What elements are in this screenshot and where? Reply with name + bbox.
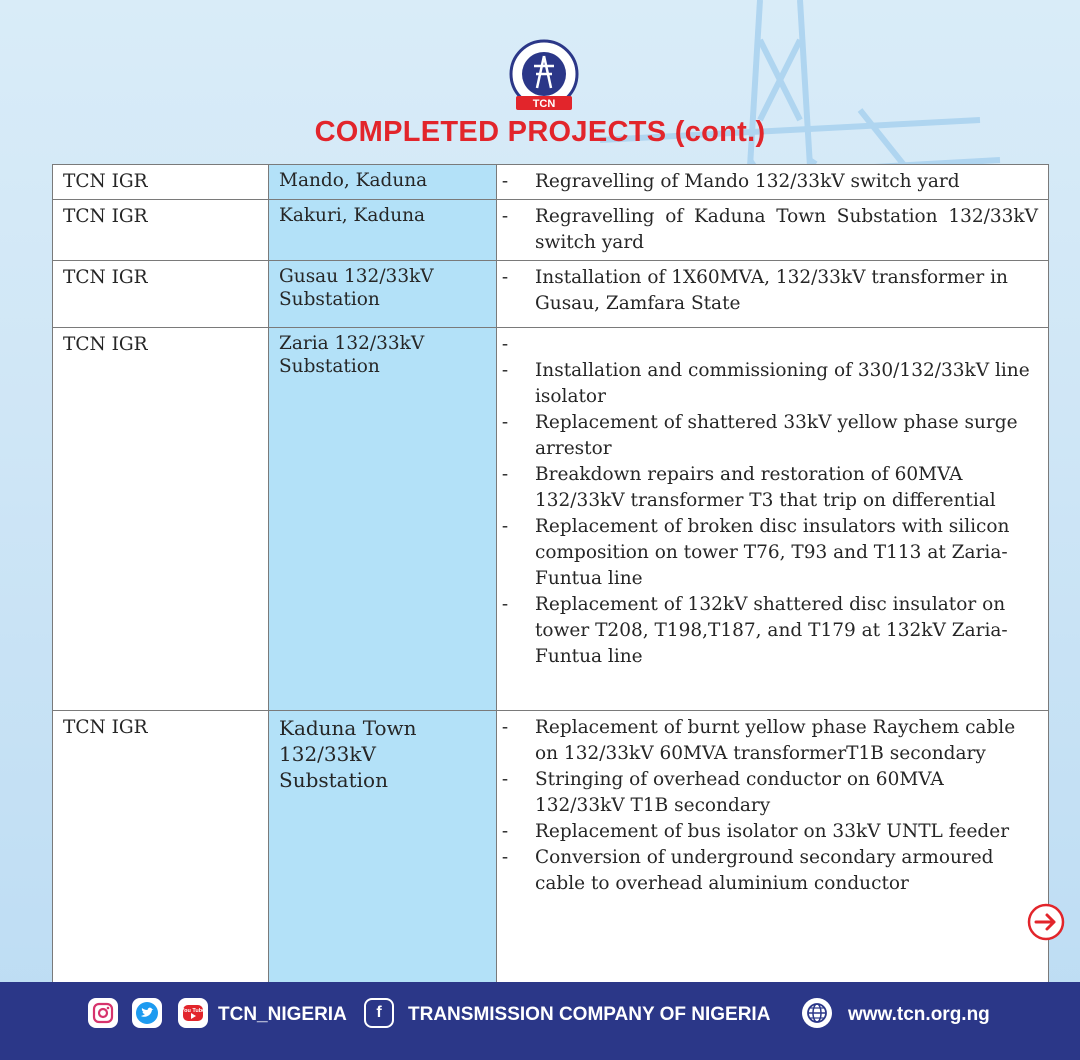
- page-title: COMPLETED PROJECTS (cont.): [314, 116, 766, 148]
- bullet-dash: -: [501, 464, 509, 485]
- task-item: [501, 332, 1038, 358]
- bullet-dash: -: [501, 769, 509, 790]
- table-row: [53, 200, 1049, 261]
- tasks-cell: [497, 711, 1049, 989]
- twitter-icon[interactable]: [132, 998, 162, 1028]
- location-cell: Kaduna Town 132/33kV Substation: [269, 711, 497, 989]
- facebook-icon[interactable]: f: [364, 998, 394, 1028]
- tasks-cell: [497, 261, 1049, 328]
- task-item: [501, 462, 1038, 514]
- company-name: TRANSMISSION COMPANY OF NIGERIA: [408, 1004, 771, 1025]
- location-cell: Kakuri, Kaduna: [269, 200, 497, 261]
- tasks-cell: [497, 200, 1049, 261]
- task-item: [501, 767, 1038, 819]
- bullet-dash: -: [501, 594, 509, 615]
- task-list: [501, 204, 1038, 256]
- tasks-cell: [497, 328, 1049, 711]
- task-item: [501, 358, 1038, 410]
- table-row: [53, 261, 1049, 328]
- task-item: [501, 265, 1038, 317]
- projects-table: [52, 164, 1049, 989]
- task-text: Replacement of burnt yellow phase Raychem cable on 132/33kV 60MVA transformerT1B secondary: [535, 717, 1016, 764]
- task-text: Regravelling of Kaduna Town Substation 132/33kV switch yard: [535, 206, 1038, 253]
- youtube-icon-label: You Tube: [181, 1008, 205, 1014]
- bullet-dash: -: [501, 267, 509, 288]
- task-text: Replacement of broken disc insulators with silicon composition on tower T76, T93 and T113 at Zaria-Funtua line: [535, 516, 1010, 589]
- location-cell: Gusau 132/33kV Substation: [269, 261, 497, 328]
- bullet-dash: -: [501, 334, 509, 355]
- task-text: Conversion of underground secondary armoured cable to overhead aluminium conductor: [535, 847, 994, 894]
- bullet-dash: -: [501, 412, 509, 433]
- instagram-icon[interactable]: [88, 998, 118, 1028]
- task-item: [501, 592, 1038, 670]
- globe-icon: [802, 998, 832, 1028]
- bullet-dash: -: [501, 206, 509, 227]
- bullet-dash: -: [501, 847, 509, 868]
- task-list: [501, 715, 1038, 897]
- task-text: Replacement of shattered 33kV yellow phase surge arrestor: [535, 412, 1018, 459]
- task-list: [501, 332, 1038, 670]
- youtube-icon[interactable]: [178, 998, 208, 1028]
- location-cell: Mando, Kaduna: [269, 165, 497, 200]
- footer-bar: [0, 982, 1080, 1060]
- task-text: Replacement of 132kV shattered disc insulator on tower T208, T198,T187, and T179 at 132kV Zaria-Funtua line: [535, 594, 1008, 667]
- tasks-cell: [497, 165, 1049, 200]
- task-item: [501, 169, 1038, 195]
- task-text: Replacement of bus isolator on 33kV UNTL feeder: [535, 821, 1010, 842]
- bullet-dash: -: [501, 516, 509, 537]
- task-item: [501, 715, 1038, 767]
- task-list: [501, 265, 1038, 317]
- category-cell: TCN IGR: [53, 328, 269, 711]
- table-row: [53, 711, 1049, 989]
- tcn-logo: [506, 38, 582, 114]
- task-text: Installation and commissioning of 330/132/33kV line isolator: [535, 360, 1030, 407]
- task-text: [535, 334, 541, 355]
- task-item: [501, 819, 1038, 845]
- table-row: [53, 165, 1049, 200]
- task-item: [501, 514, 1038, 592]
- social-handle[interactable]: TCN_NIGERIA: [218, 1004, 347, 1025]
- task-text: Installation of 1X60MVA, 132/33kV transformer in Gusau, Zamfara State: [535, 267, 1008, 314]
- task-text: Regravelling of Mando 132/33kV switch yard: [535, 171, 960, 192]
- website-link[interactable]: www.tcn.org.ng: [848, 1004, 990, 1025]
- next-page-arrow-icon[interactable]: [1027, 903, 1065, 941]
- task-list: [501, 169, 1038, 195]
- table-row: [53, 328, 1049, 711]
- task-item: [501, 845, 1038, 897]
- task-item: [501, 204, 1038, 256]
- bullet-dash: -: [501, 171, 509, 192]
- task-text: Breakdown repairs and restoration of 60MVA 132/33kV transformer T3 that trip on differential: [535, 464, 996, 511]
- location-cell: Zaria 132/33kV Substation: [269, 328, 497, 711]
- task-text: Stringing of overhead conductor on 60MVA 132/33kV T1B secondary: [535, 769, 944, 816]
- task-item: [501, 410, 1038, 462]
- category-cell: TCN IGR: [53, 165, 269, 200]
- category-cell: TCN IGR: [53, 711, 269, 989]
- bullet-dash: -: [501, 360, 509, 381]
- projects-table-container: [52, 164, 1038, 972]
- category-cell: TCN IGR: [53, 261, 269, 328]
- category-cell: TCN IGR: [53, 200, 269, 261]
- logo-badge-text: TCN: [532, 98, 556, 110]
- bullet-dash: -: [501, 821, 509, 842]
- bullet-dash: -: [501, 717, 509, 738]
